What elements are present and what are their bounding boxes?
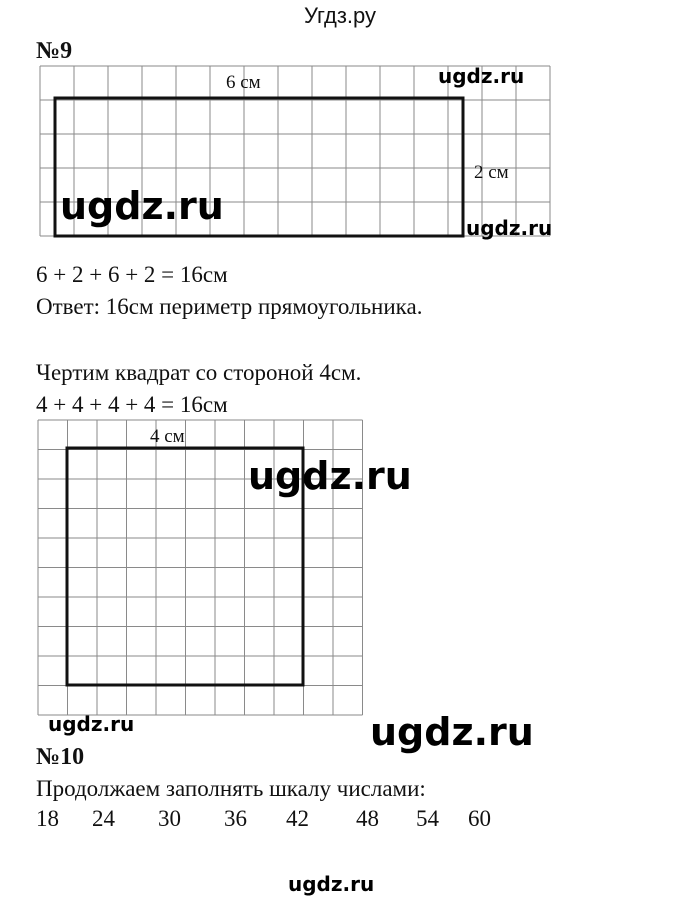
watermark: ugdz.ru (60, 184, 224, 228)
scale-number: 36 (224, 806, 247, 831)
square-intro-text: Чертим квадрат со стороной 4см. (36, 360, 362, 385)
scale-number: 30 (158, 806, 181, 831)
scale-number: 48 (356, 806, 379, 831)
answer-text: Ответ: 16см периметр прямоугольника. (36, 294, 423, 319)
site-title: Угдз.ру (303, 3, 377, 28)
task-10-number: №10 (36, 744, 85, 770)
task-9-number: №9 (36, 38, 73, 64)
scale-number: 24 (92, 806, 115, 831)
square-grid (0, 0, 380, 300)
watermark: ugdz.ru (438, 64, 525, 88)
watermark: ugdz.ru (288, 872, 375, 896)
square-side-label: 4 см (150, 426, 185, 447)
rectangle-width-label: 6 см (226, 72, 261, 93)
watermark: ugdz.ru (48, 712, 135, 736)
equation-square: 4 + 4 + 4 + 4 = 16см (36, 392, 228, 417)
equation-rectangle: 6 + 2 + 6 + 2 = 16см (36, 262, 228, 287)
scale-number: 54 (416, 806, 439, 831)
watermark: ugdz.ru (466, 216, 553, 240)
watermark: ugdz.ru (248, 454, 412, 498)
scale-number: 42 (286, 806, 309, 831)
rectangle-height-label: 2 см (474, 162, 509, 183)
scale-number: 60 (468, 806, 491, 831)
watermark: ugdz.ru (370, 710, 534, 754)
scale-number: 18 (36, 806, 59, 831)
task-10-text: Продолжаем заполнять шкалу числами: (36, 776, 426, 801)
